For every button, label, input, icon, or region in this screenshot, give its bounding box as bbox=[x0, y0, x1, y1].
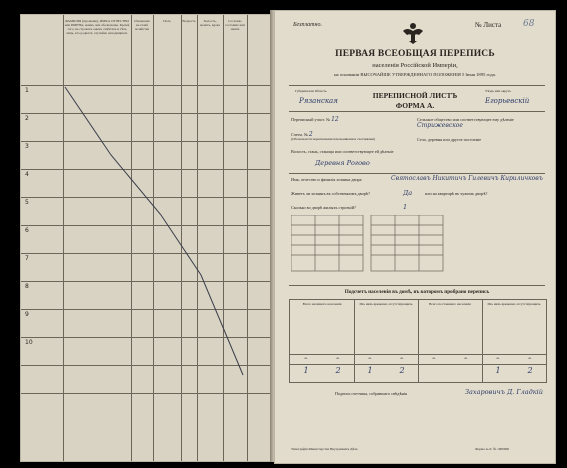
strike-through-line bbox=[21, 15, 273, 461]
row-number: 6 bbox=[25, 227, 29, 234]
section-rule bbox=[289, 111, 545, 112]
column-header-marital: Холостъ, женатъ, вдовъ bbox=[199, 19, 221, 27]
sheet-number-value: 68 bbox=[523, 19, 535, 29]
sex-label: ж. bbox=[400, 356, 404, 360]
row-number: 10 bbox=[25, 339, 33, 346]
row-number: 8 bbox=[25, 283, 29, 290]
form-letter: ФОРМА А. bbox=[395, 101, 435, 110]
section-rule bbox=[289, 285, 545, 286]
row-number: 7 bbox=[25, 255, 29, 262]
imperial-eagle-icon bbox=[401, 21, 425, 45]
count-header: Всего постояннаго населенія bbox=[429, 302, 471, 306]
population-count-table bbox=[289, 299, 547, 383]
district-value: 12 bbox=[331, 116, 339, 123]
settlement-fields bbox=[417, 117, 545, 142]
sex-label: ж. bbox=[464, 356, 468, 360]
count-header: Изъ нихъ временно отсутствующихъ bbox=[359, 302, 413, 306]
count-value: 1 bbox=[367, 366, 373, 375]
own-house-answer: Да bbox=[403, 189, 413, 197]
field-line bbox=[291, 117, 409, 122]
village-label: Село, деревня или другое поселеніе bbox=[417, 137, 482, 142]
province-value: Рязанская bbox=[299, 97, 338, 105]
count-label: Счетн. № bbox=[291, 132, 309, 137]
sex-label: ж. bbox=[336, 356, 340, 360]
row-rule bbox=[290, 354, 546, 355]
row-number: 3 bbox=[25, 143, 29, 150]
count-value: 2 bbox=[308, 131, 313, 138]
signature-value: Захаровичъ Д. Гладкій bbox=[465, 388, 543, 396]
own-house-question: Живетъ ли хозяинъ въ собственномъ дворѣ? bbox=[291, 191, 370, 196]
census-book bbox=[20, 10, 552, 462]
society-value: Стрижевское bbox=[417, 122, 463, 129]
row-number: 5 bbox=[25, 199, 29, 206]
owner-label: Имя, отчество и фамилія хозяина двора bbox=[291, 177, 362, 182]
sex-label: м. bbox=[432, 356, 436, 360]
signature-label: Подпись счетчика, собравшаго свѣдѣнія bbox=[335, 391, 407, 396]
sex-label: м. bbox=[496, 356, 500, 360]
owner-value: Святославъ Никитичъ Гилевичъ Кириличковъ bbox=[391, 175, 543, 182]
row-number: 2 bbox=[25, 115, 29, 122]
society-label: Сельское общество или соответствующее ему дѣленіе bbox=[417, 117, 514, 122]
header-rule bbox=[289, 85, 545, 86]
free-label: Безплатно. bbox=[293, 22, 322, 28]
count-header: Изъ нихъ временно отсутствующихъ bbox=[487, 302, 541, 306]
form-footer: Форма А-Л. № 1000000 bbox=[475, 447, 510, 451]
province-label: Губернія или Область bbox=[295, 89, 327, 93]
column-header-age: Возрастъ bbox=[182, 19, 196, 23]
sex-label: ж. bbox=[528, 356, 532, 360]
sex-label: м. bbox=[304, 356, 308, 360]
row-number: 1 bbox=[25, 87, 29, 94]
column-header-relation: Отношеніе къ главѣ хозяйства bbox=[134, 19, 150, 31]
row-number: 9 bbox=[25, 311, 29, 318]
printer-footer: Типографія Министерства Внутреннихъ Дѣлъ bbox=[291, 447, 358, 451]
row-rule bbox=[290, 364, 546, 365]
village-value: Деревня Рогово bbox=[315, 159, 370, 167]
buildings-grid bbox=[291, 215, 541, 275]
count-value: 2 bbox=[399, 366, 405, 375]
count-value: 2 bbox=[335, 366, 341, 375]
row-number: 4 bbox=[25, 171, 29, 178]
uezd-value: Егорьевскій bbox=[485, 97, 530, 105]
document-subtitle: населенія Россійской Имперіи, bbox=[372, 62, 458, 69]
left-page bbox=[20, 14, 274, 462]
form-title: ПЕРЕПИСНОЙ ЛИСТЪ bbox=[372, 91, 458, 100]
column-header-estate: Сословіе, состояніе или званіе bbox=[225, 19, 245, 31]
count-header: Всего наличнаго населенія bbox=[302, 302, 342, 306]
column-divider bbox=[418, 300, 419, 382]
buildings-answer: 1 bbox=[403, 203, 408, 211]
column-header-name: ФАМИЛІЯ (прозваніе), ИМЯ и ОТЧЕСТВО или ИМЕНА, коимъ они обозначены. Кромѣ того, въ строкахъ оныхъ отмѣтить и тѣхъ лицъ, кто родился, случайно находящихся. bbox=[64, 19, 130, 35]
sheet-number-label: № Листа bbox=[475, 21, 502, 29]
volost-label: Волость, стань, станица или соответствующее ей дѣленіе bbox=[291, 149, 394, 154]
document-title: ПЕРВАЯ ВСЕОБЩАЯ ПЕРЕПИСЬ bbox=[335, 49, 495, 59]
right-page bbox=[274, 10, 556, 464]
section-rule bbox=[289, 173, 545, 174]
field-note: (Обозначается переписными начальниками и счетчиками) bbox=[291, 137, 375, 141]
count-value: 1 bbox=[303, 366, 309, 375]
count-value: 1 bbox=[495, 366, 501, 375]
document-basis: на основаніи ВЫСОЧАЙШЕ УТВЕРЖДЕННАГО ПОЛОЖЕНІЯ 5 Іюня 1895 года. bbox=[334, 72, 496, 77]
sex-label: м. bbox=[368, 356, 372, 360]
buildings-question: Сколько во дворѣ жилыхъ строеній? bbox=[291, 205, 356, 210]
enumeration-fields bbox=[291, 117, 409, 154]
uezd-label: Уѣздъ или округъ bbox=[485, 89, 511, 93]
district-label: Переписный участ. № bbox=[291, 117, 332, 122]
column-header-sex: Полъ bbox=[163, 19, 171, 23]
count-table-title: Подсчетъ населенія въ домѣ, въ которомъ пробрано перепись bbox=[344, 289, 490, 295]
count-value: 2 bbox=[527, 366, 533, 375]
rent-question: или на квартирѣ въ чужомъ дворѣ? bbox=[425, 191, 488, 196]
